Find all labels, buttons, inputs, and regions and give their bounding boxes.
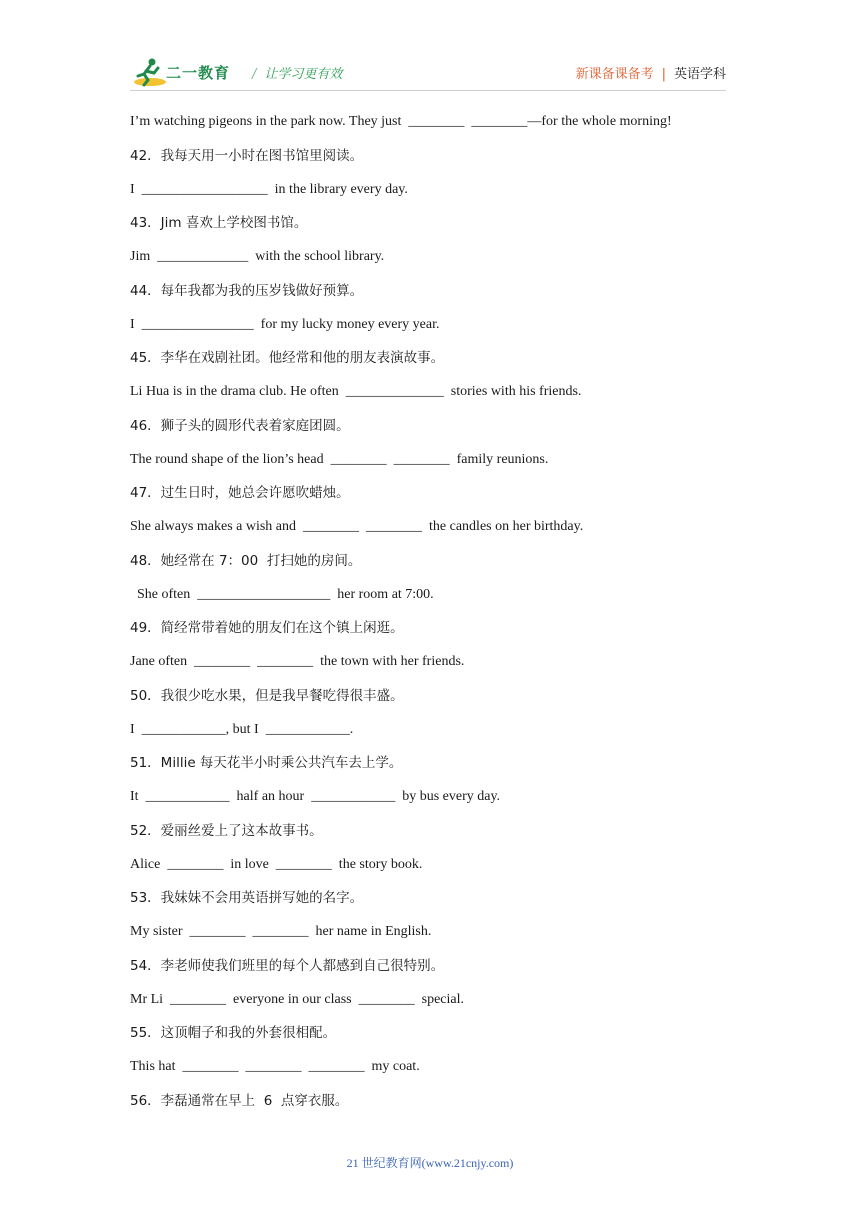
answer-line: My sister ________ ________ her name in English. xyxy=(130,924,432,939)
answer-line: Li Hua is in the drama club. He often ______________ stories with his friends. xyxy=(130,384,582,399)
answer-line: I’m watching pigeons in the park now. They just ________ ________—for the whole morning! xyxy=(130,114,672,129)
question-prompt: 44．每年我都为我的压岁钱做好预算。 xyxy=(130,282,364,299)
page-header xyxy=(130,56,726,90)
question-prompt: 49．简经常带着她的朋友们在这个镇上闲逛。 xyxy=(130,620,404,637)
logo-text: 二一教育 xyxy=(166,64,231,82)
question-prompt: 52．爱丽丝爱上了这本故事书。 xyxy=(130,822,323,839)
slogan: / 让学习更有效 xyxy=(252,67,343,82)
runner-logo-icon xyxy=(130,56,166,90)
answer-line: She often ___________________ her room at 7:00. xyxy=(130,586,434,602)
answer-line: Jim _____________ with the school library. xyxy=(130,249,385,264)
answer-line: Jane often ________ ________ the town with her friends. xyxy=(130,654,465,669)
header-divider xyxy=(130,90,726,91)
header-right xyxy=(576,63,726,82)
answer-line: I __________________ in the library every day. xyxy=(130,181,408,197)
answer-line: She always makes a wish and ________ ________ the candles on her birthday. xyxy=(130,519,584,534)
subject-label: 英语学科 xyxy=(673,67,726,82)
question-prompt: 45．李华在戏剧社团。他经常和他的朋友表演故事。 xyxy=(130,350,445,367)
answer-line: This hat ________ ________ ________ my coat. xyxy=(130,1059,420,1074)
question-prompt: 46．狮子头的圆形代表着家庭团圆。 xyxy=(130,417,350,434)
answer-line: Alice ________ in love ________ the story book. xyxy=(130,856,423,872)
answer-line: I ________________ for my lucky money every year. xyxy=(130,316,440,332)
exercise-content xyxy=(130,112,730,1125)
question-prompt: 55．这顶帽子和我的外套很相配。 xyxy=(130,1025,337,1042)
answer-line: It ____________ half an hour ____________ by bus every day. xyxy=(130,789,501,804)
question-prompt: 43．Jim 喜欢上学校图书馆。 xyxy=(130,215,308,232)
question-prompt: 47．过生日时，她总会许愿吹蜡烛。 xyxy=(130,485,350,502)
answer-line: I ____________, but I ____________. xyxy=(130,721,354,737)
question-prompt: 48．她经常在 7：00 打扫她的房间。 xyxy=(130,552,362,569)
question-prompt: 42．我每天用一小时在图书馆里阅读。 xyxy=(130,147,364,164)
logo xyxy=(130,56,250,90)
question-prompt: 54．李老师使我们班里的每个人都感到自己很特别。 xyxy=(130,957,445,974)
question-prompt: 51．Millie 每天花半小时乘公共汽车去上学。 xyxy=(130,755,403,772)
question-prompt: 53．我妹妹不会用英语拼写她的名字。 xyxy=(130,890,364,907)
question-prompt: 50．我很少吃水果，但是我早餐吃得很丰盛。 xyxy=(130,687,404,704)
answer-line: Mr Li ________ everyone in our class ________ special. xyxy=(130,991,464,1007)
course-label: 新课备课备考 xyxy=(575,67,654,82)
question-prompt: 56．李磊通常在早上 6 点穿衣服。 xyxy=(130,1092,349,1109)
page-footer: 21 世纪教育网(www.21cnjy.com) xyxy=(346,1156,514,1170)
header-separator: | xyxy=(661,67,666,82)
slogan-text: 让学习更有效 xyxy=(264,67,343,82)
answer-line: The round shape of the lion’s head ________ ________ family reunions. xyxy=(130,451,549,467)
